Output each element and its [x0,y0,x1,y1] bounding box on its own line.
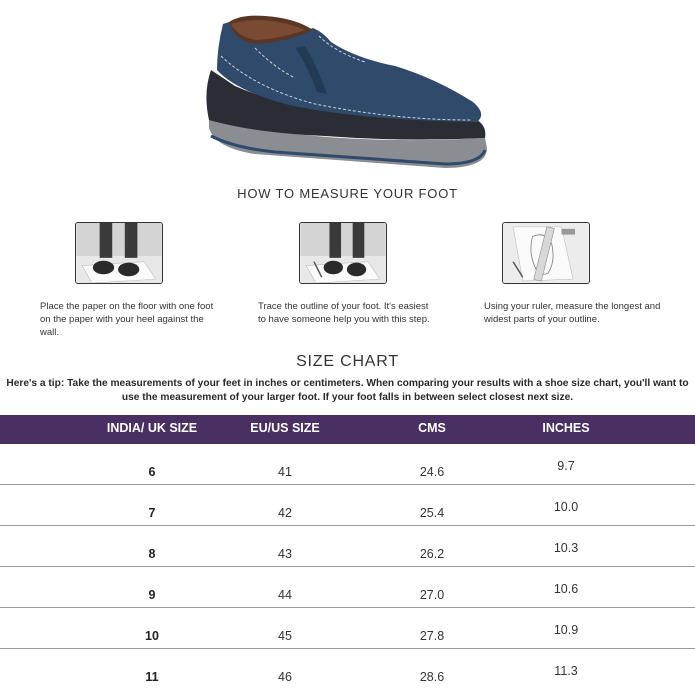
step-3-illustration [502,222,590,284]
cell-cms: 28.6 [419,670,445,684]
cell-india-uk-size: 11 [145,670,159,684]
cell-india-uk-size: 6 [148,465,156,479]
step-2-illustration [299,222,387,284]
table-row [0,567,695,608]
step-2-text: Trace the outline of your foot. It's easiest to have someone help you with this step. [258,301,430,326]
header-eu-us-size: EU/US SIZE [250,421,320,435]
cell-inches: 11.3 [554,664,578,678]
step-1-text: Place the paper on the floor with one foot on the paper with your heel against the wall. [40,301,214,339]
step-1-illustration [75,222,163,284]
table-row [0,608,695,649]
cell-inches: 10.3 [553,541,579,555]
cell-eu-us-size: 46 [278,670,292,684]
cell-india-uk-size: 9 [148,588,156,602]
shoe-image [195,8,495,180]
header-cms: CMS [418,421,446,435]
cell-inches: 9.7 [557,459,575,473]
cell-inches: 10.9 [553,623,579,637]
cell-eu-us-size: 44 [278,588,292,602]
header-inches: INCHES [542,421,590,435]
cell-cms: 25.4 [419,506,445,520]
cell-eu-us-size: 43 [278,547,292,561]
cell-inches: 10.6 [553,582,579,596]
table-row [0,485,695,526]
how-to-measure-heading: HOW TO MEASURE YOUR FOOT [237,186,458,201]
cell-inches: 10.0 [553,500,579,514]
cell-cms: 26.2 [419,547,445,561]
table-row [0,649,695,689]
cell-cms: 27.8 [419,629,445,643]
table-row [0,526,695,567]
size-chart-heading: SIZE CHART [296,353,399,370]
cell-cms: 24.6 [419,465,445,479]
size-table-header [0,415,695,444]
cell-eu-us-size: 45 [278,629,292,643]
cell-eu-us-size: 41 [278,465,292,479]
step-3-text: Using your ruler, measure the longest and widest parts of your outline. [484,301,661,326]
cell-cms: 27.0 [419,588,445,602]
cell-india-uk-size: 8 [148,547,156,561]
cell-eu-us-size: 42 [278,506,292,520]
table-row [0,444,695,485]
cell-india-uk-size: 7 [148,506,156,520]
cell-india-uk-size: 10 [145,629,159,643]
size-tip-text: Here's a tip: Take the measurements of your feet in inches or centimeters. When comparing your results with a shoe size chart, you'll want to use the measurement of your larger foot. If your foot falls in between select closest next size. [6,378,689,403]
header-india-uk-size: INDIA/ UK SIZE [106,421,198,435]
